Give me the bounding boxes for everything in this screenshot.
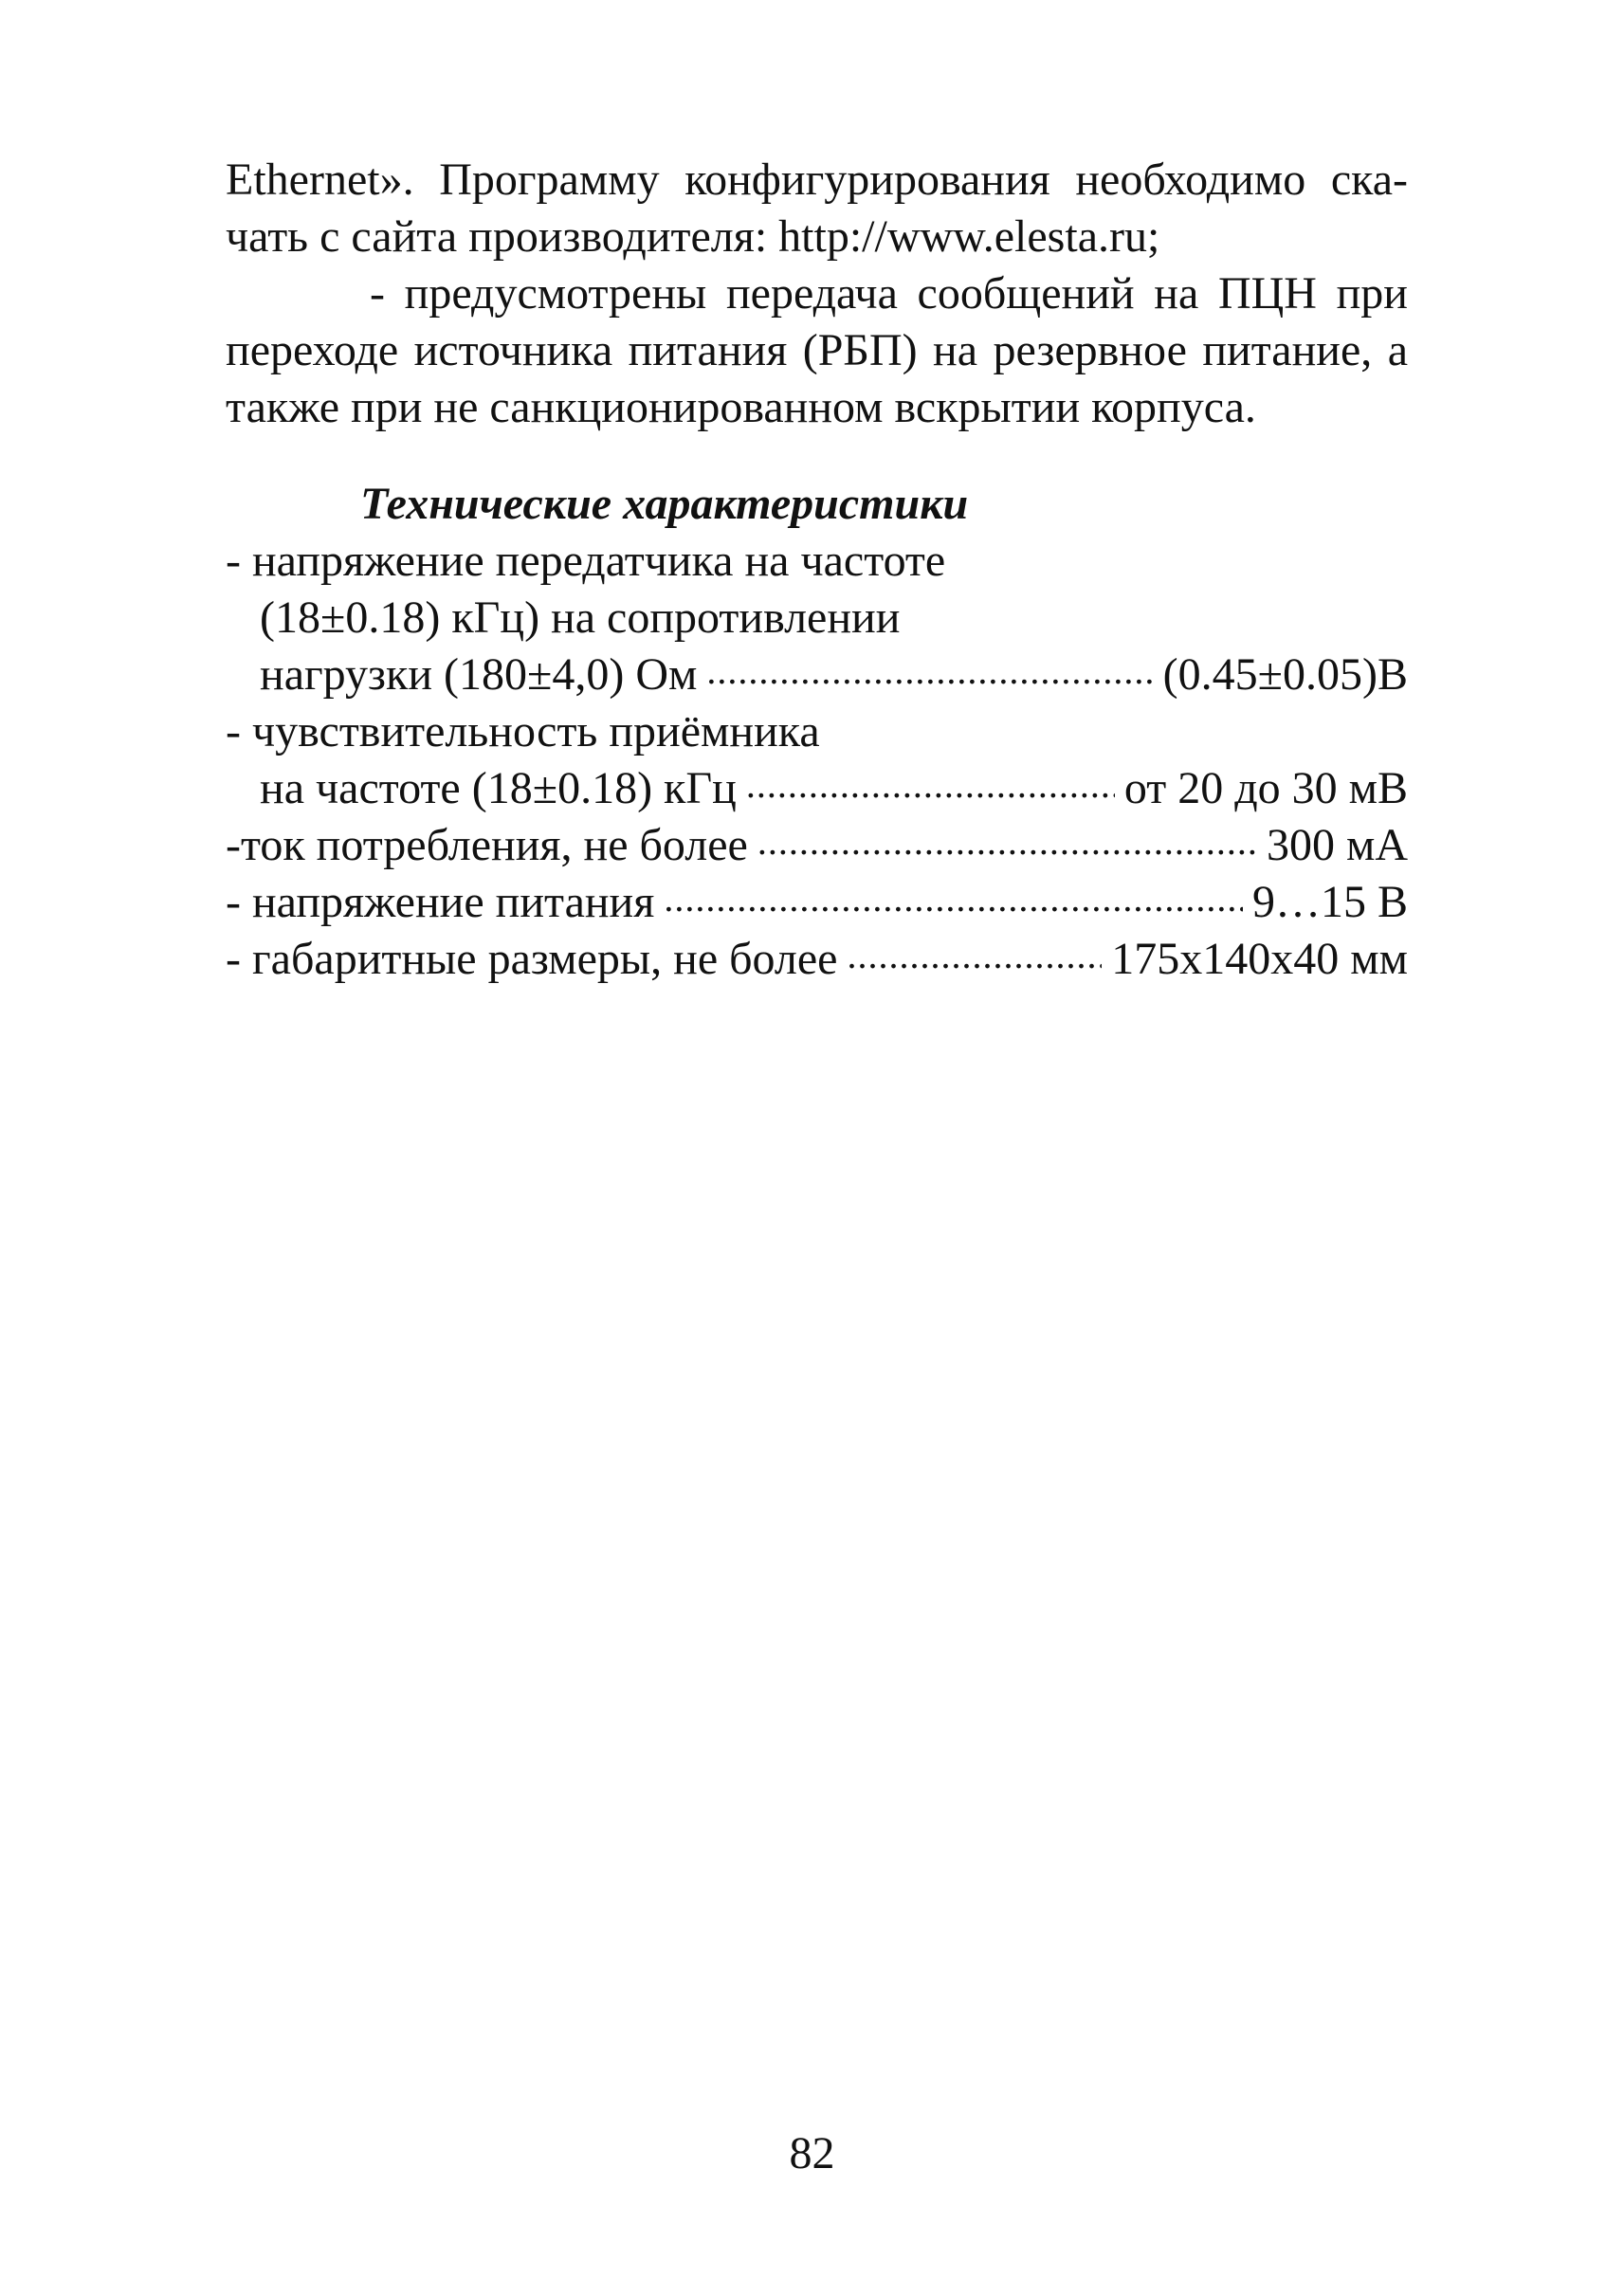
dot-leader <box>757 817 1257 874</box>
spec-label: нагрузки (180±4,0) Ом <box>260 649 698 700</box>
dot-leader <box>706 647 1153 703</box>
spec-label: -ток потребления, не более <box>226 820 748 870</box>
spec-value: 9…15 В <box>1251 877 1408 927</box>
spec-row-dimensions <box>226 931 1408 988</box>
spec-value: 175x140x40 мм <box>1111 934 1408 984</box>
intro-line-4: переходе источника питания (РБП) на резервное питание, а <box>226 325 1408 375</box>
intro-line-3: - предусмотрены передача сообщений на ПЦН при <box>370 268 1408 319</box>
spec-value: 300 мА <box>1266 820 1408 870</box>
dot-leader <box>847 931 1102 988</box>
spec-value: от 20 до 30 мВ <box>1123 763 1408 813</box>
spec-row-load-voltage <box>226 647 1408 703</box>
intro-line-1: Ethernet». Программу конфигурирования необходимо ска- <box>226 155 1408 205</box>
specs-heading: Технические характеристики <box>360 479 969 529</box>
spec-label: на частоте (18±0.18) кГц <box>260 763 737 813</box>
page-number: 82 <box>789 2128 835 2178</box>
spec-1-line-1: - напряжение передатчика на частоте <box>226 536 946 586</box>
dot-leader <box>664 874 1243 931</box>
spec-label: - габаритные размеры, не более <box>226 934 838 984</box>
spec-row-supply-voltage <box>226 874 1408 931</box>
spec-row-current <box>226 817 1408 874</box>
intro-line-2: чать с сайта производителя: http://www.elesta.ru; <box>226 211 1160 262</box>
spec-label: - напряжение питания <box>226 877 655 927</box>
spec-2-line-1: - чувствительность приёмника <box>226 706 820 756</box>
spec-row-sensitivity <box>226 760 1408 817</box>
spec-value: (0.45±0.05)В <box>1162 649 1408 700</box>
dot-leader <box>746 760 1115 817</box>
intro-line-5: также при не санкционированном вскрытии корпуса. <box>226 382 1256 432</box>
spec-1-line-2: (18±0.18) кГц) на сопротивлении <box>260 592 901 643</box>
